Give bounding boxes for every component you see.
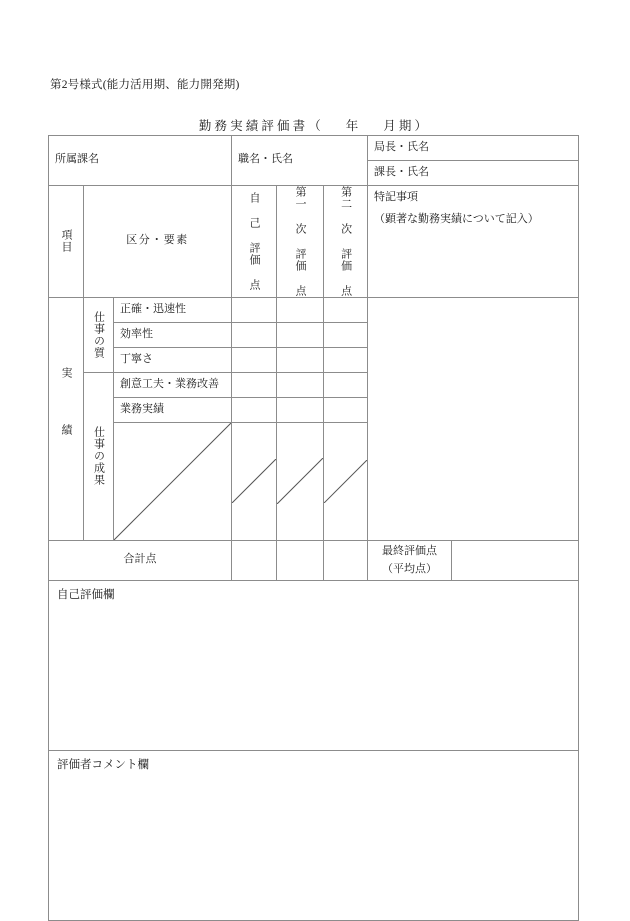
self-score-value [232,406,276,414]
remarks-input[interactable] [368,297,579,540]
first-score-value [277,381,323,389]
first-score-input[interactable] [277,297,324,322]
column-header-category-element-label: 区分・要素 [126,234,189,247]
column-header-second-score-label: 第二 次 評価 点 [339,185,352,297]
position-name-cell[interactable] [232,136,368,186]
first-score-value [277,356,323,364]
element-label: 業務実績 [120,402,164,415]
second-score-cell-struck [324,422,368,540]
element-label: 丁寧さ [120,352,153,365]
second-score-input[interactable] [324,397,368,422]
second-score-value [324,331,367,339]
evaluator-comment-row [49,750,579,920]
total-self-score-input[interactable] [232,540,277,580]
self-score-value [232,381,276,389]
group-label-results [84,372,114,540]
column-header-first-score [277,185,324,297]
element-label: 創意工夫・業務改善 [120,377,219,390]
header-row-department [49,136,579,161]
second-score-input[interactable] [324,322,368,347]
self-score-cell-struck [232,422,277,540]
first-score-input[interactable] [277,372,324,397]
first-score-value [277,406,323,414]
self-score-input[interactable] [232,397,277,422]
bureau-chief-label: 局長・氏名 [374,141,430,153]
column-header-item-label: 項目 [60,229,73,254]
second-score-value [324,306,367,314]
final-score-label: 最終評価点 [382,545,438,558]
final-score-input[interactable] [452,540,579,580]
remarks-title: 特記事項 [374,190,419,203]
diagonal-strike-icon [277,458,323,504]
first-score-value [277,331,323,339]
self-evaluation-label: 自己評価欄 [57,588,115,601]
second-score-value [324,356,367,364]
section-label-jisseki [49,297,84,540]
page-title: 勤 務 実 績 評 価 書 （ 年 月 期 ） [198,119,428,133]
final-score-label-cell [368,540,452,580]
total-second-score-input[interactable] [324,540,368,580]
remarks-value [368,298,578,306]
total-self-score-value [232,556,276,564]
column-header-second-score [324,185,368,297]
evaluation-form-table [48,135,579,921]
second-score-input[interactable] [324,347,368,372]
totals-row [49,540,579,580]
department-label: 所属課名 [55,153,99,166]
element-label: 効率性 [120,327,153,340]
column-header-category-element [84,185,232,297]
self-score-input[interactable] [232,372,277,397]
first-score-input[interactable] [277,397,324,422]
first-score-input[interactable] [277,322,324,347]
first-score-cell-struck [277,422,324,540]
final-score-value [452,556,578,564]
total-first-score-value [277,556,323,564]
element-cell [114,297,232,322]
self-score-value [232,356,276,364]
self-score-value [232,306,276,314]
self-evaluation-box[interactable] [49,580,579,750]
element-cell [114,347,232,372]
section-chief-label: 課長・氏名 [374,165,430,178]
column-header-self-score-label: 自 己 評価 点 [248,191,261,291]
second-score-input[interactable] [324,297,368,322]
element-cell [114,397,232,422]
evaluator-comment-box[interactable] [49,750,579,920]
section-chief-cell[interactable] [368,160,579,185]
table-row [49,297,579,322]
second-score-value [324,381,367,389]
total-label-cell [49,540,232,580]
column-header-item [49,185,84,297]
position-name-label: 職名・氏名 [238,153,293,166]
evaluator-comment-value [49,777,578,782]
self-score-input[interactable] [232,322,277,347]
second-score-value [324,406,367,414]
evaluator-comment-label: 評価者コメント欄 [57,758,149,771]
column-header-remarks [368,185,579,297]
diagonal-strike-icon [232,459,276,503]
group-label-quality-text: 仕事の質 [92,310,105,359]
element-label: 正確・迅速性 [120,302,186,315]
self-evaluation-row [49,580,579,750]
column-header-first-score-label: 第一 次 評価 点 [294,185,307,297]
total-label: 合計点 [123,553,157,566]
element-cell-struck [114,422,232,540]
total-first-score-input[interactable] [277,540,324,580]
column-header-self-score [232,185,277,297]
department-cell[interactable] [49,136,232,186]
bureau-chief-cell[interactable] [368,136,579,161]
group-label-quality [84,297,114,372]
remarks-subtitle: （顕著な勤務実績について記入） [374,212,539,225]
first-score-value [277,306,323,314]
element-cell [114,322,232,347]
first-score-input[interactable] [277,347,324,372]
self-score-value [232,331,276,339]
form-code: 第2号様式(能力活用期、能力開発期) [50,79,240,91]
self-score-input[interactable] [232,347,277,372]
element-cell [114,372,232,397]
column-header-row [49,185,579,297]
diagonal-strike-icon [324,460,367,503]
section-label-jisseki-text: 実績 [60,366,73,481]
diagonal-strike-icon [114,423,231,540]
group-label-results-text: 仕事の成果 [92,426,105,487]
second-score-input[interactable] [324,372,368,397]
final-score-sublabel: （平均点） [382,563,438,576]
self-evaluation-value [49,607,578,612]
total-second-score-value [324,556,367,564]
self-score-input[interactable] [232,297,277,322]
